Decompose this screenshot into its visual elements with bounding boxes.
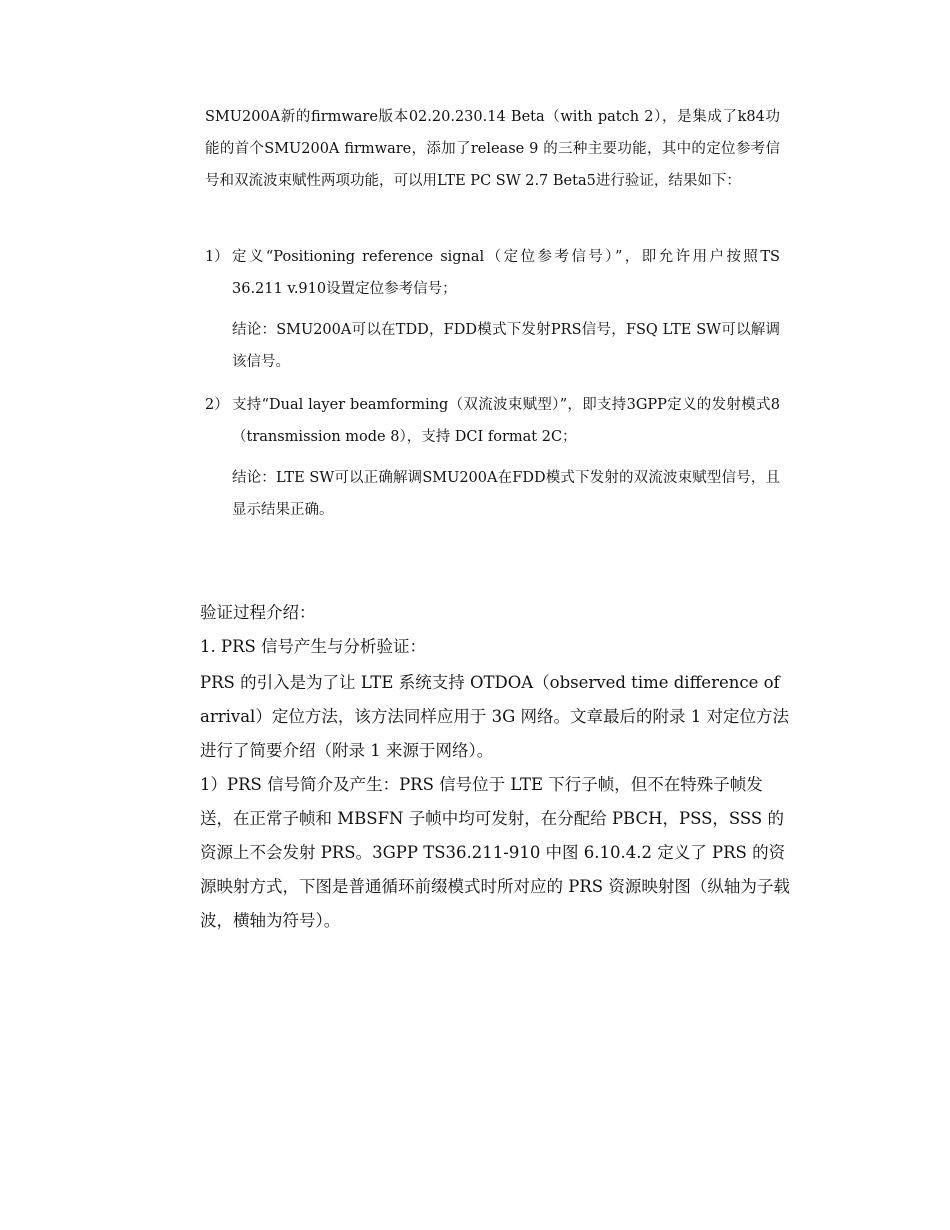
conclusion-1: 结论：SMU200A可以在TDD，FDD模式下发射PRS信号，FSQ LTE SW可以解调该信号。 bbox=[232, 322, 780, 370]
subsection-heading-prs: 1. PRS 信号产生与分析验证： bbox=[200, 637, 427, 656]
list-item-text: 支持“Dual layer beamforming（双流波束赋型）”，即支持3GPP定义的发射模式8（transmission mode 8），支持 DCI format 2C； bbox=[232, 397, 780, 445]
list-item-number: 1） bbox=[205, 249, 229, 265]
prs-generation-paragraph: 1）PRS 信号简介及产生：PRS 信号位于 LTE 下行子帧，但不在特殊子帧发送，在正常子帧和 MBSFN 子帧中均可发射，在分配给 PBCH，PSS，SSS 的资源上不会发射 PRS。3GPP TS36.211-910 中图 6.10.4.2 定义了 PRS 的资源映射方式，下图是普通循环前缀模式时所对应的 PRS 资源映射图（纵轴为子载波，横轴为符号）。 bbox=[200, 775, 790, 930]
list-item-positioning-reference-signal bbox=[205, 241, 780, 305]
section-title-verification-process: 验证过程介绍： bbox=[200, 603, 316, 622]
list-item-number: 2） bbox=[205, 397, 229, 413]
list-item-text: 定义“Positioning reference signal（定位参考信号）”，即允许用户按照TS 36.211 v.910设置定位参考信号； bbox=[232, 249, 780, 297]
conclusion-2: 结论：LTE SW可以正确解调SMU200A在FDD模式下发射的双流波束赋型信号，且显示结果正确。 bbox=[232, 470, 780, 518]
intro-paragraph: SMU200A新的firmware版本02.20.230.14 Beta（with patch 2），是集成了k84功能的首个SMU200A firmware，添加了release 9 的三种主要功能，其中的定位参考信号和双流波束赋性两项功能，可以用LTE PC SW 2.7 Beta5进行验证，结果如下： bbox=[205, 109, 780, 189]
list-item-dual-layer-beamforming bbox=[205, 389, 780, 453]
prs-intro-paragraph: PRS 的引入是为了让 LTE 系统支持 OTDOA（observed time difference of arrival）定位方法，该方法同样应用于 3G 网络。文章最后的附录 1 对定位方法进行了简要介绍（附录 1 来源于网络）。 bbox=[200, 673, 789, 760]
